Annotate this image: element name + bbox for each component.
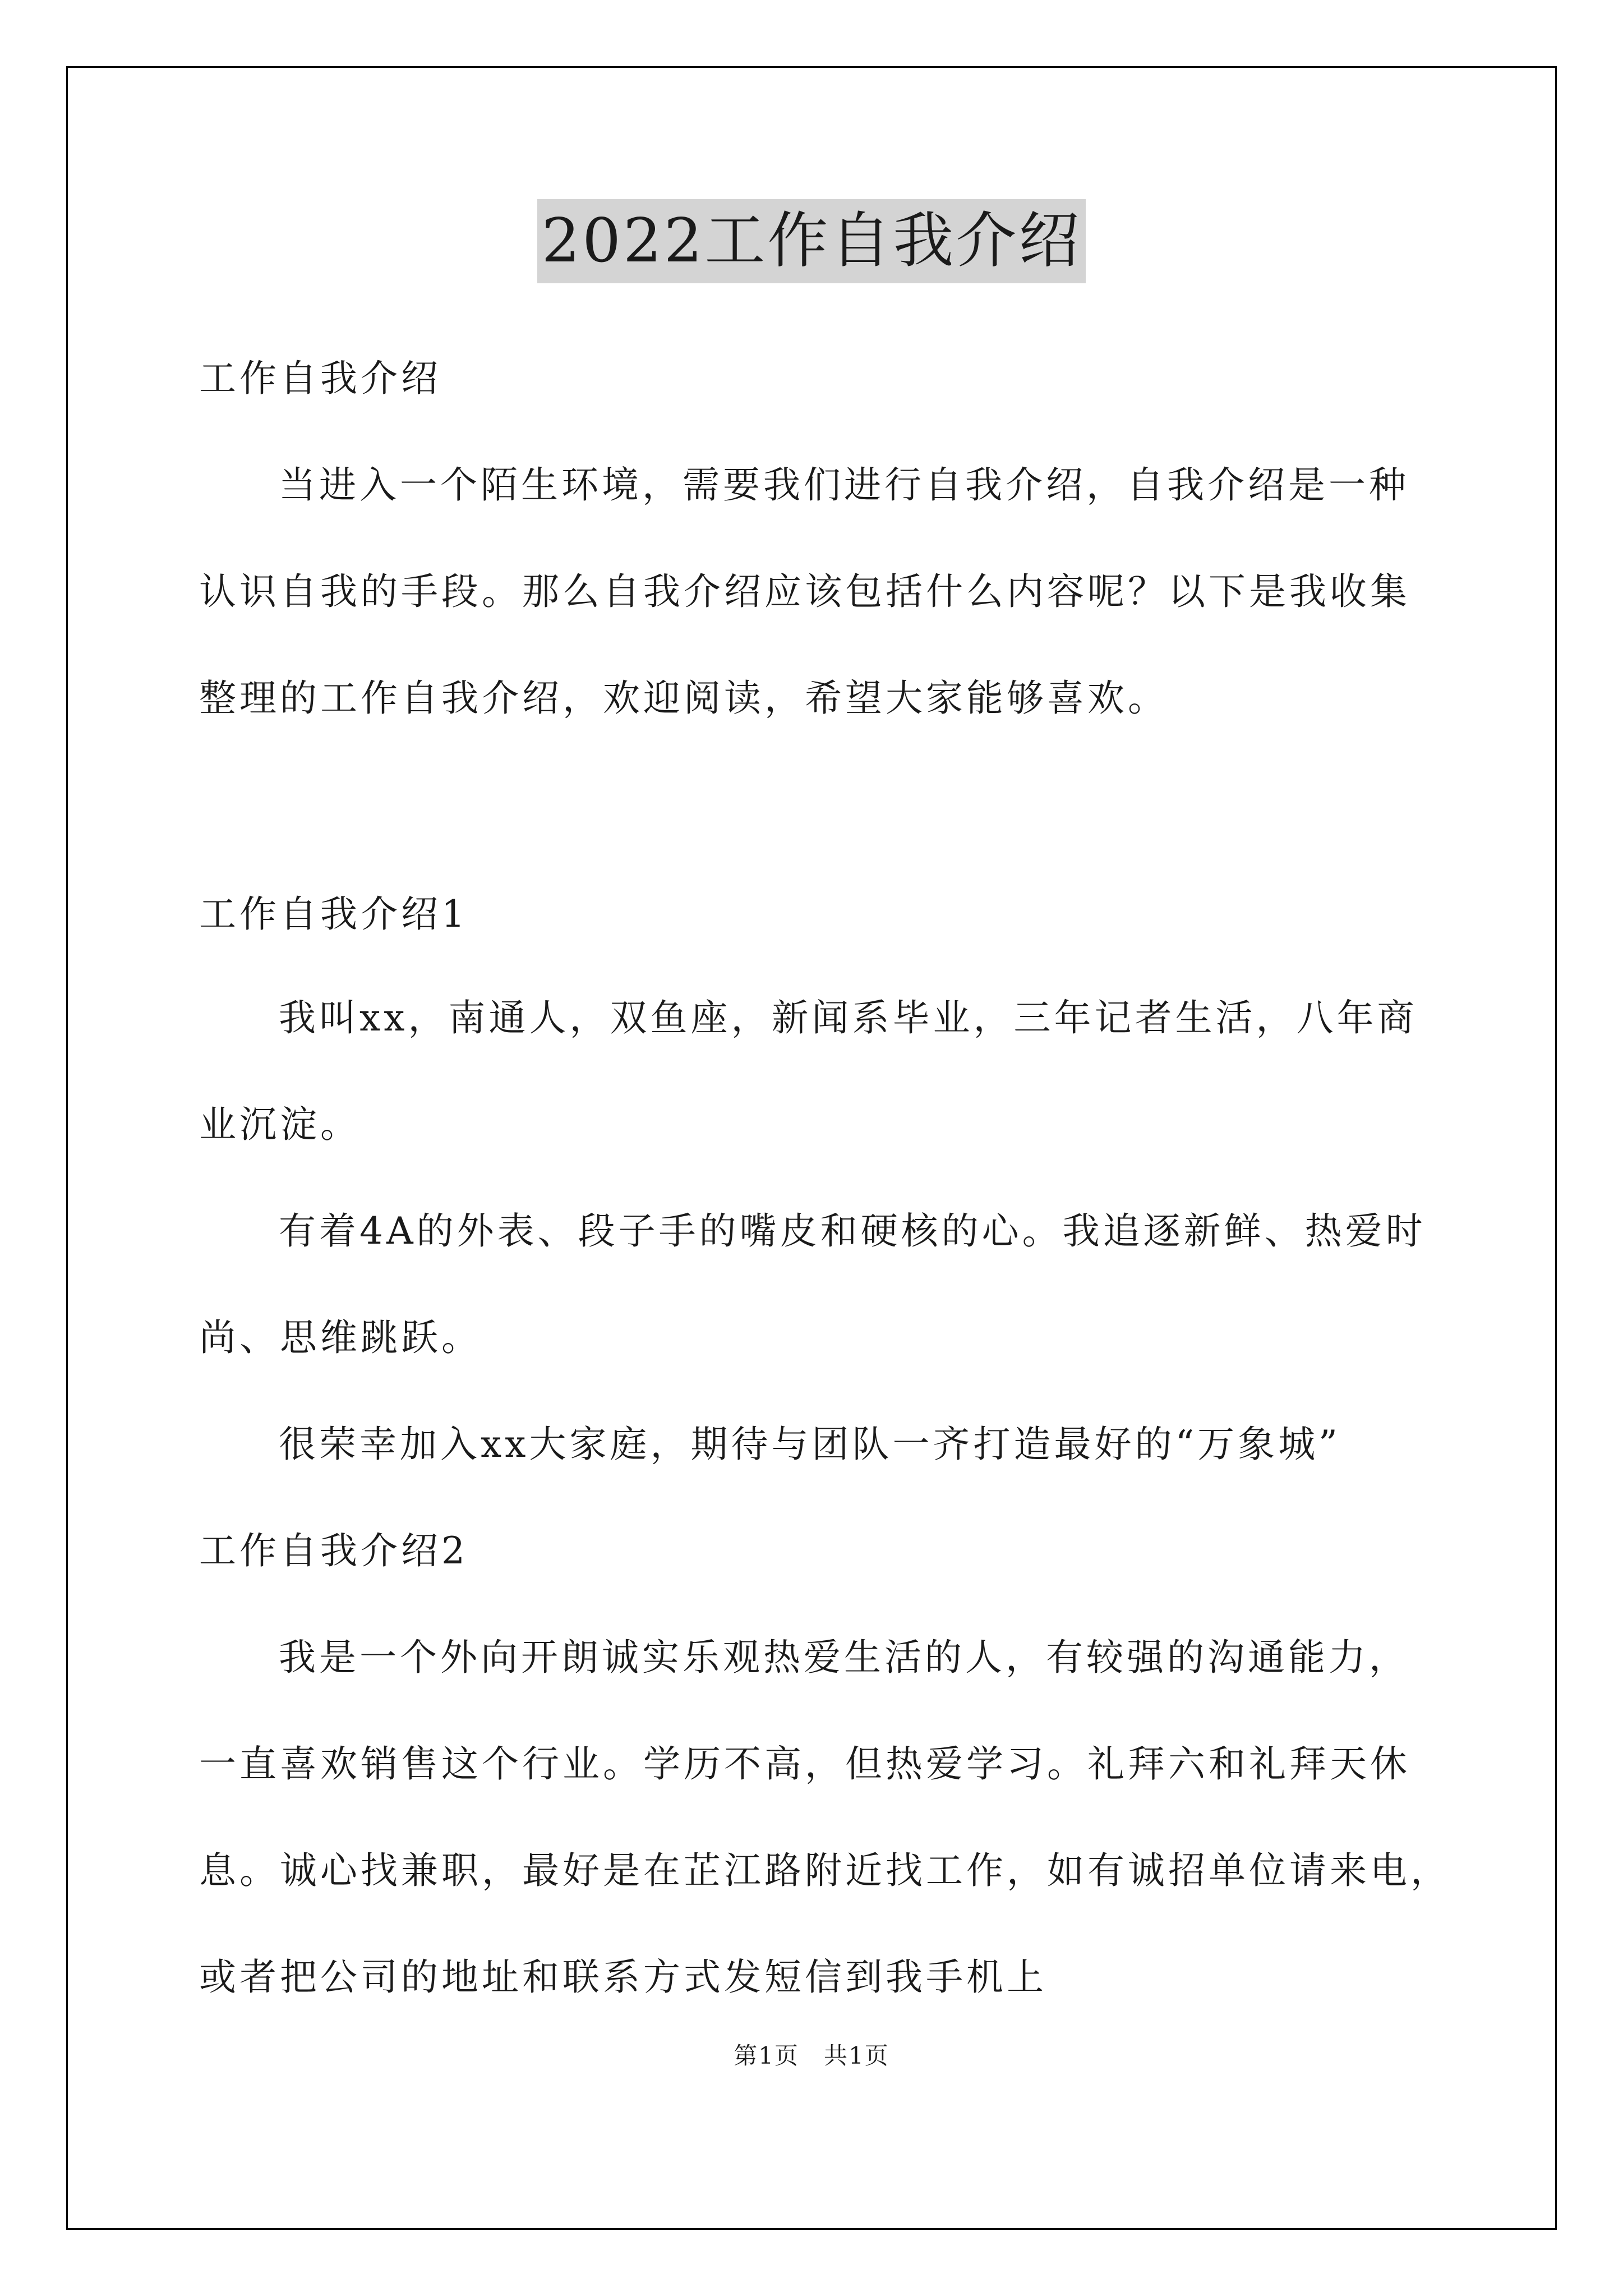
paragraph-line: 息。诚心找兼职，最好是在芷江路附近找工作，如有诚招单位请来电， xyxy=(199,1849,1451,1892)
paragraph-line: 业沉淀。 xyxy=(199,1103,361,1146)
paragraph-line: 或者把公司的地址和联系方式发短信到我手机上 xyxy=(199,1955,1047,1999)
paragraph-line: 认识自我的手段。那么自我介绍应该包括什么内容呢？以下是我收集 xyxy=(199,570,1410,613)
paragraph-line: 我是一个外向开朗诚实乐观热爱生活的人，有较强的沟通能力， xyxy=(279,1636,1409,1679)
document-title: 2022工作自我介绍 xyxy=(537,199,1086,283)
paragraph-line: 整理的工作自我介绍，欢迎阅读，希望大家能够喜欢。 xyxy=(199,677,1168,720)
section-heading: 工作自我介绍 xyxy=(199,357,441,400)
paragraph-line: 尚、思维跳跃。 xyxy=(199,1316,482,1359)
paragraph-line: 很荣幸加入xx大家庭，期待与团队一齐打造最好的“万象城” xyxy=(279,1423,1341,1466)
paragraph-line: 一直喜欢销售这个行业。学历不高，但热爱学习。礼拜六和礼拜天休 xyxy=(199,1742,1410,1786)
title-container xyxy=(0,199,1623,283)
paragraph-line: 当进入一个陌生环境，需要我们进行自我介绍，自我介绍是一种 xyxy=(279,463,1409,507)
paragraph-line: 我叫xx，南通人，双鱼座，新闻系毕业，三年记者生活，八年商 xyxy=(279,996,1418,1039)
page-footer: 第1页 共1页 xyxy=(734,2042,889,2069)
section-heading: 工作自我介绍2 xyxy=(199,1529,468,1572)
paragraph-line: 有着4A的外表、段子手的嘴皮和硬核的心。我追逐新鲜、热爱时 xyxy=(279,1209,1426,1253)
section-heading: 工作自我介绍1 xyxy=(199,892,468,936)
